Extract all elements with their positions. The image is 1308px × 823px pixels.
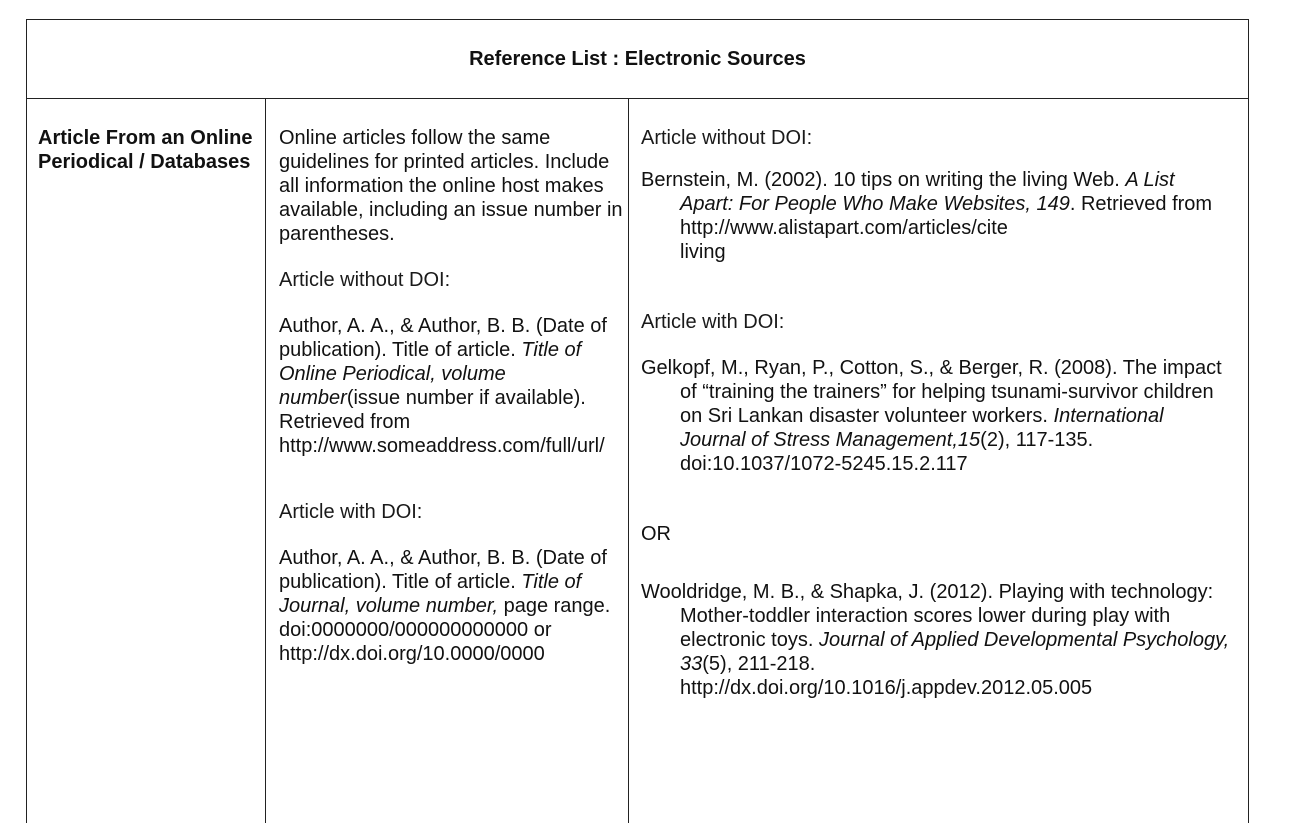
- table-title: [27, 20, 1248, 99]
- example-wooldridge: [641, 580, 1231, 700]
- format-without-doi: [279, 314, 624, 458]
- wooldridge-after: (5), 211-218. http://dx.doi.org/10.1016/j.appdev.2012.05.005: [680, 653, 1093, 699]
- bernstein-after: . Retrieved from http://www.alistapart.com/articles/cite: [680, 193, 1213, 239]
- format-without-doi-authors: Author, A. A., & Author, B. B. (Date of publication). Title of article.: [279, 315, 607, 361]
- example-without-doi-label: Article without DOI:: [641, 127, 813, 149]
- example-gelkopf: [641, 356, 1231, 476]
- column-divider-1: [265, 98, 266, 823]
- format-with-doi: [279, 546, 624, 666]
- category-cell: [38, 126, 253, 174]
- bernstein-tail: living: [680, 241, 726, 263]
- format-with-doi-label: Article with DOI:: [279, 501, 423, 523]
- examples-cell: [641, 126, 1231, 700]
- example-with-doi-label: Article with DOI:: [641, 311, 785, 333]
- category-label: Article From an Online Periodical / Databases: [38, 127, 253, 173]
- table-title-text: Reference List : Electronic Sources: [469, 47, 806, 70]
- example-bernstein: [641, 168, 1231, 264]
- wooldridge-authors: Wooldridge, M. B., & Shapka, J. (2012). Playing with technology: Mother-toddler interaction scores lower during play with electronic toys.: [641, 581, 1214, 651]
- format-without-doi-periodical: Title of Online Periodical, volume number: [279, 339, 582, 409]
- format-with-doi-journal: Title of Journal, volume number,: [279, 571, 582, 617]
- column-divider-2: [628, 98, 629, 823]
- or-label: OR: [641, 523, 671, 545]
- guidelines-intro: Online articles follow the same guidelines for printed articles. Include all information the online host makes available, including an issue number in parentheses.: [279, 127, 623, 245]
- format-with-doi-after: page range. doi:0000000/000000000000 or http://dx.doi.org/10.0000/0000: [279, 595, 611, 665]
- wooldridge-journal: Journal of Applied Developmental Psychology, 33: [680, 629, 1230, 675]
- gelkopf-after: (2), 117-135. doi:10.1037/1072-5245.15.2.117: [680, 429, 1094, 475]
- bernstein-source: A List Apart: For People Who Make Websites, 149: [680, 169, 1175, 215]
- gelkopf-authors: Gelkopf, M., Ryan, P., Cotton, S., & Berger, R. (2008). The impact of “training the trainers” for helping tsunami-survivor children on Sri Lankan disaster volunteer workers.: [641, 357, 1222, 427]
- gelkopf-journal: International Journal of Stress Management,15: [680, 405, 1164, 451]
- bernstein-authors: Bernstein, M. (2002). 10 tips on writing the living Web.: [641, 169, 1126, 191]
- guidelines-cell: [279, 126, 624, 666]
- format-with-doi-authors: Author, A. A., & Author, B. B. (Date of publication). Title of article.: [279, 547, 607, 593]
- format-without-doi-url: http://www.someaddress.com/full/url/: [279, 435, 605, 457]
- format-without-doi-label: Article without DOI:: [279, 269, 451, 291]
- reference-table: [26, 19, 1249, 823]
- format-without-doi-after: (issue number if available). Retrieved from: [279, 387, 586, 433]
